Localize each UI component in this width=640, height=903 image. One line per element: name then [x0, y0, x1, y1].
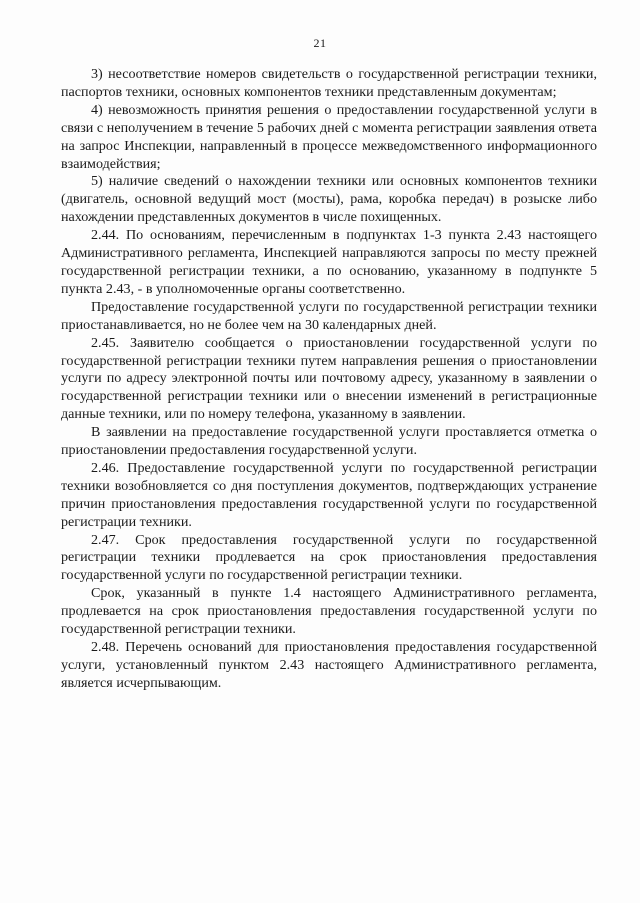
- paragraph-2-46: 2.46. Предоставление государственной услуги по государственной регистрации техники возобновляется со дня поступления документов, подтверждающих устранение причин приостановления предоставления государственной услуги по государственной регистрации техники.: [61, 459, 597, 530]
- paragraph-2-48: 2.48. Перечень оснований для приостановления предоставления государственной услуги, установленный пунктом 2.43 настоящего Административного регламента, является исчерпывающим.: [61, 639, 597, 691]
- paragraph-2-44: 2.44. По основаниям, перечисленным в подпунктах 1-3 пункта 2.43 настоящего Административного регламента, Инспекцией направляются запросы по месту прежней государственной регистрации техники, а по основанию, указанному в подпункте 5 пункта 2.43, - в уполномоченные органы соответственно.: [61, 227, 597, 297]
- page-number: 21: [313, 36, 327, 50]
- paragraph-item-3: 3) несоответствие номеров свидетельств о государственной регистрации техники, паспортов техники, основных компонентов техники представленным документам;: [61, 66, 597, 100]
- document-body: [61, 66, 597, 693]
- paragraph-2-47: 2.47. Срок предоставления государственной услуги по государственной регистрации техники продлевается на срок приостановления предоставления государственной услуги по государственной регистрации техники.: [61, 531, 597, 584]
- paragraph-item-5: 5) наличие сведений о нахождении техники или основных компонентов техники (двигатель, основной ведущий мост (мосты), рама, коробка передач) в розыске либо нахождении представленных документов в числе похищенных.: [61, 173, 597, 226]
- paragraph-application-mark: В заявлении на предоставление государственной услуги проставляется отметка о приостановлении предоставления государственной услуги.: [61, 424, 597, 459]
- paragraph-item-4: 4) невозможность принятия решения о предоставлении государственной услуги в связи с неполучением в течение 5 рабочих дней с момента регистрации заявления ответа на запрос Инспекции, направленный в процессе межведомственного информационного взаимодействия;: [61, 101, 597, 172]
- paragraph-term-extension: Срок, указанный в пункте 1.4 настоящего Административного регламента, продлевается на срок приостановления предоставления государственной услуги по государственной регистрации техники.: [61, 585, 597, 638]
- paragraph-2-45: 2.45. Заявителю сообщается о приостановлении государственной услуги по государственной регистрации техники путем направления решения о приостановлении услуги по адресу электронной почты или почтовому адресу, указанному в заявлении о государственной регистрации техники или о внесении изменений в регистрационные данные техники, или по номеру телефона, указанному в заявлении.: [61, 334, 597, 423]
- paragraph-suspension-limit: Предоставление государственной услуги по государственной регистрации техники приостанавливается, но не более чем на 30 календарных дней.: [61, 298, 597, 333]
